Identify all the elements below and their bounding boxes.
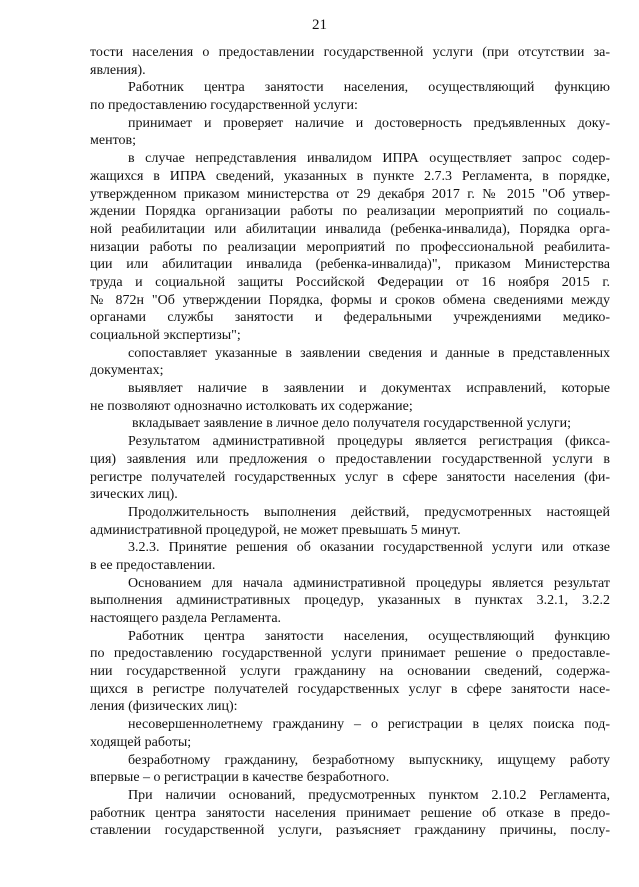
text-line: тости населения о предоставлении государственной услуги (при отсутствии за-: [90, 45, 610, 60]
page-number: 21: [312, 17, 327, 33]
text-line: ждении Порядка организации работы по реализации мероприятий по социаль-: [90, 204, 610, 220]
text-line: работник центра занятости населения принимает решение об отказе в предо-: [90, 805, 610, 821]
text-line: принимает и проверяет наличие и достоверность предъявленных доку-: [128, 115, 610, 131]
text-line: утвержденном приказом министерства от 29 декабря 2017 г. № 2015 "Об утвер-: [90, 186, 610, 202]
text-line: сопоставляет указанные в заявлении сведения и данные в представленных: [128, 345, 610, 361]
text-line: безработному гражданину, безработному выпускнику, ищущему работу: [128, 752, 610, 768]
text-line: щихся в регистре получателей государственных услуг в сфере занятости насе-: [90, 681, 610, 697]
text-line: несовершеннолетнему гражданину – о регистрации в целях поиска под-: [128, 717, 610, 733]
text-line: ции или абилитации инвалида (ребенка-инвалида)", приказом Министерства: [90, 257, 610, 273]
text-line: социальной экспертизы";: [90, 328, 241, 343]
text-line: в случае непредставления инвалидом ИПРА осуществляет запрос содер-: [128, 151, 610, 167]
text-line: ной реабилитации или абилитации инвалида (ребенка-инвалида), Порядка орга-: [90, 221, 610, 237]
text-line: регистре получателей государственных услуг в сфере занятости населения (фи-: [90, 469, 610, 485]
text-line: № 872н "Об утверждении Порядка, формы и сроков обмена сведениями между: [90, 292, 610, 308]
text-line: по предоставлению государственной услуги:: [90, 98, 358, 114]
text-line: органами службы занятости и федеральными учреждениями медико-: [90, 310, 610, 326]
text-line: ция) заявления или предложения о предоставлении государственной услуги в: [90, 451, 610, 467]
text-line: низации работы по реализации мероприятий по профессиональной реабилита-: [90, 239, 610, 255]
text-line: выполнения административных процедур, указанных в пунктах 3.2.1, 3.2.2: [90, 593, 610, 609]
text-line: труда и социальной защиты Российской Федерации от 16 ноября 2015 г.: [90, 274, 610, 290]
text-line: Работник центра занятости населения, осуществляющий функцию: [128, 80, 610, 96]
text-line: нии государственной услуги гражданину на основании сведений, содержа-: [90, 664, 610, 680]
text-line: Основанием для начала административной процедуры является результат: [128, 575, 610, 591]
text-line: ментов;: [90, 133, 136, 149]
text-line: жащихся в ИПРА сведений, указанных в пункте 2.7.3 Регламента, в порядке,: [90, 168, 610, 184]
body-text: [90, 44, 610, 840]
text-line: Работник центра занятости населения, осуществляющий функцию: [128, 628, 610, 644]
text-line: Результатом административной процедуры является регистрация (фикса-: [128, 434, 610, 450]
text-line: ходящей работы;: [90, 734, 192, 750]
text-line: выявляет наличие в заявлении и документах исправлений, которые: [128, 381, 610, 397]
text-line: ления (физических лиц):: [90, 699, 238, 715]
text-line: административной процедурой, не может превышать 5 минут.: [90, 522, 461, 538]
text-line: зических лиц).: [90, 487, 178, 503]
text-line: Продолжительность выполнения действий, предусмотренных настоящей: [128, 504, 610, 520]
text-line: настоящего раздела Регламента.: [90, 611, 282, 626]
text-line: впервые – о регистрации в качестве безработного.: [90, 770, 390, 786]
text-line: явления).: [90, 62, 146, 78]
text-line: При наличии оснований, предусмотренных пунктом 2.10.2 Регламента,: [128, 787, 610, 803]
text-line: документах;: [90, 363, 164, 379]
text-line: по предоставлению государственной услуги принимает решение о предоставле-: [90, 646, 610, 662]
text-line: в ее предоставлении.: [90, 557, 216, 573]
text-line: 3.2.3. Принятие решения об оказании государственной услуги или отказе: [128, 540, 610, 556]
text-line: вкладывает заявление в личное дело получателя государственной услуги;: [132, 416, 571, 432]
text-line: ставлении государственной услуги, разъясняет гражданину причины, послу-: [90, 823, 610, 839]
text-line: не позволяют однозначно истолковать их содержание;: [90, 398, 413, 414]
